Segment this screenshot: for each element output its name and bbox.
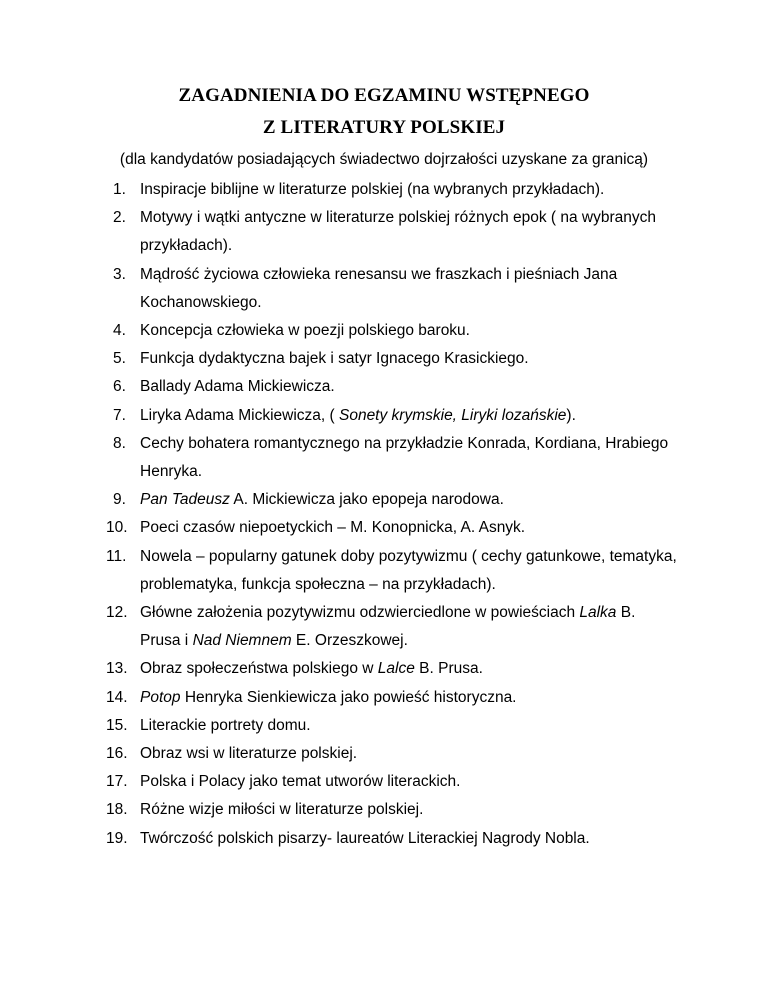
list-item-text-part: Literackie portrety domu. [140,716,311,734]
list-item-text [140,181,604,198]
list-item-text [140,689,517,706]
list-item [0,373,680,401]
work-title: Potop [140,688,181,706]
list-item-number: 12. [106,604,128,622]
list-item-number: 19. [106,829,128,847]
list-item-number: 1. [113,181,126,198]
work-title: Nad Niemnem [192,632,292,650]
list-item [0,261,680,317]
list-item-text-part: Obraz wsi w literaturze polskiej. [140,745,358,763]
list-item-text-part: Inspiracje biblijne w literaturze polskiej (na wybranych przykładach). [140,181,605,198]
list-item [0,317,680,345]
list-item-text-part: A. Mickiewicza jako epopeja narodowa. [229,491,504,509]
list-item-text-part: Poeci czasów niepoetyckich – M. Konopnicka, A. Asnyk. [140,519,526,537]
list-item-text [140,519,525,536]
list-item-number: 14. [106,688,128,706]
list-item-number: 17. [106,773,128,791]
list-item-number: 13. [106,660,128,678]
list-item-text [140,548,677,593]
work-title: Lalce [377,660,415,678]
list-item-text [140,491,504,508]
list-item-text [140,378,335,395]
list-item [0,204,680,260]
list-item-text [140,407,576,424]
work-title: Lalka [579,604,617,622]
list-item [0,740,680,768]
list-item-text-part: Twórczość polskich pisarzy- laureatów Literackiej Nagrody Nobla. [140,829,590,847]
list-item-number: 15. [106,716,128,734]
document-title-line-1: ZAGADNIENIA DO EGZAMINU WSTĘPNEGO [178,85,590,106]
list-item-number: 2. [113,209,126,227]
list-item [0,796,680,824]
list-item [0,825,680,853]
list-item-text-part: Główne założenia pozytywizmu odzwierciedlone w powieściach [140,604,580,622]
list-item-text [140,209,656,254]
list-item-text [140,830,590,847]
list-item-text [140,745,357,762]
list-item-text-part: Liryka Adama Mickiewicza, ( [140,406,339,424]
list-item-text [140,660,483,677]
list-item-text [140,435,668,480]
list-item-text-part: Ballady Adama Mickiewicza. [140,378,335,396]
list-item-text [140,801,423,818]
list-item-number: 5. [113,350,126,368]
list-item-number: 8. [113,434,126,452]
topics-list [0,176,768,853]
list-item-text [140,773,460,790]
list-item-text-part: Różne wizje miłości w literaturze polskiej. [140,801,424,819]
list-item [0,402,680,430]
list-item-text [140,604,635,649]
list-item-text [140,322,470,339]
list-item [0,430,680,486]
list-item-text-part: B. Prusa i [140,604,636,650]
work-title: Sonety krymskie, Liryki lozańskie [338,406,567,424]
list-item-text-part: Funkcja dydaktyczna bajek i satyr Ignacego Krasickiego. [140,350,529,368]
list-item-text-part: B. Prusa. [414,660,483,678]
document-title-line-2: Z LITERATURY POLSKIEJ [262,117,506,138]
list-item [0,712,680,740]
list-item-number: 18. [106,801,128,819]
list-item-number: 4. [113,322,126,340]
document-subtitle: (dla kandydatów posiadających świadectwo dojrzałości uzyskane za granicą) [119,151,649,168]
list-item-text-part: Obraz społeczeństwa polskiego w [140,660,378,678]
list-item [0,599,680,655]
list-item-number: 9. [113,491,126,509]
list-item [0,543,680,599]
list-item-text-part: ). [566,406,576,424]
list-item-text-part: Motywy i wątki antyczne w literaturze polskiej różnych epok ( na wybranych przykładach). [140,209,657,255]
list-item-number: 6. [113,378,126,396]
list-item [0,176,680,204]
list-item-number: 3. [113,265,126,283]
list-item-text-part: Nowela – popularny gatunek doby pozytywizmu ( cechy gatunkowe, tematyka, problematyka, funkcja społeczna – na przykładach). [140,547,677,593]
list-item [0,655,680,683]
list-item-text-part: Polska i Polacy jako temat utworów literackich. [140,773,461,791]
list-item [0,514,680,542]
list-item-text [140,266,617,311]
list-item-text-part: E. Orzeszkowej. [291,632,408,650]
list-item-text [140,717,311,734]
list-item [0,486,680,514]
list-item-number: 16. [106,745,128,763]
list-item-number: 11. [106,547,127,565]
list-item [0,768,680,796]
work-title: Pan Tadeusz [140,491,230,509]
list-item [0,684,680,712]
list-item-number: 7. [113,406,126,424]
list-item-text-part: Koncepcja człowieka w poezji polskiego baroku. [140,322,470,340]
list-item-text-part: Mądrość życiowa człowieka renesansu we fraszkach i pieśniach Jana Kochanowskiego. [140,265,618,311]
list-item-text-part: Henryka Sienkiewicza jako powieść historyczna. [180,688,517,706]
list-item-text-part: Cechy bohatera romantycznego na przykładzie Konrada, Kordiana, Hrabiego Henryka. [140,434,669,481]
list-item [0,345,680,373]
list-item-number: 10. [106,519,128,537]
list-item-text [140,350,529,367]
